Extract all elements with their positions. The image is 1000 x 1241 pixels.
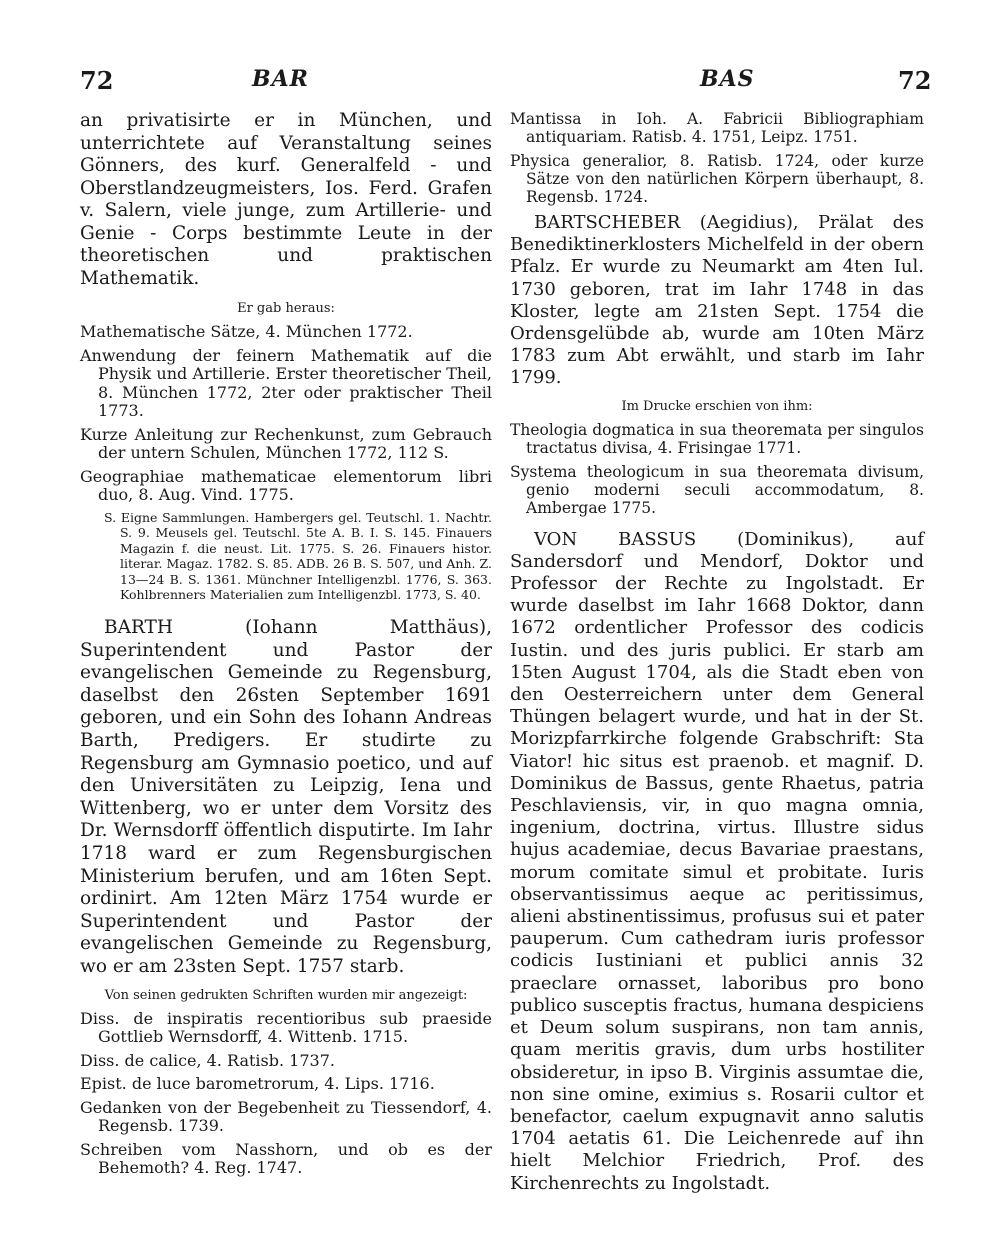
work-item: Geographiae mathematicae elementorum libri duo, 8. Aug. Vind. 1775. <box>80 466 492 504</box>
work-item: Systema theologicum in sua theoremata divisum, genio moderni seculi accommodatum, 8. Ambergae 1775. <box>510 462 924 517</box>
reference-note: S. Eigne Sammlungen. Hambergers gel. Teutschl. 1. Nachtr. S. 9. Meusels gel. Teutschl. 5te A. B. I. S. 145. Finauers Magazin f. die neust. Lit. 1775. S. 26. Finauers histor. literar. Magaz. 1782. S. 85. ADB. 26 B. S. 507, und Anh. Z. 13—24 B. S. 1361. Münchner Intelligenzbl. 1776, S. 363. Kohlbrenners Materialien zum Intelligenzbl. 1773, S. 40. <box>104 509 492 603</box>
running-head-left: BAR <box>252 66 309 92</box>
works-heading-1: Er gab heraus: <box>237 301 335 316</box>
page-number-right: 72 <box>898 66 932 95</box>
works-heading-3: Im Drucke erschien von ihm: <box>621 398 813 414</box>
work-item: Diss. de inspiratis recentioribus sub praeside Gottlieb Wernsdorff, 4. Wittenb. 1715. <box>80 1008 492 1047</box>
right-column <box>510 110 924 1203</box>
work-item: Mathematische Sätze, 4. München 1772. <box>80 322 413 341</box>
work-item: Physica generalior, 8. Ratisb. 1724, oder kurze Sätze von den natürlichen Körpern überhaupt, 8. Regensb. 1724. <box>510 152 924 206</box>
work-item: Epist. de luce barometrorum, 4. Lips. 1716. <box>80 1074 435 1094</box>
work-item: Anwendung der feinern Mathematik auf die Physik und Artillerie. Erster theoretischer Theil, 8. München 1772, 2ter oder praktischer Theil 1773. <box>80 345 492 420</box>
left-column <box>80 110 492 1183</box>
work-item: Theologia dogmatica in sua theoremata per singulos tractatus divisa, 4. Frisingae 1771. <box>510 420 924 457</box>
work-item: Gedanken von der Begebenheit zu Tiessendorf, 4. Regensb. 1739. <box>80 1097 492 1136</box>
work-item: Kurze Anleitung zur Rechenkunst, zum Gebrauch der untern Schulen, München 1772, 112 S. <box>80 424 492 462</box>
intro-paragraph: an privatisirte er in München, und unterrichtete auf Veranstaltung seines Gönners, des kurf. Generalfeld - und Oberstlandzeugmeisters, Ios. Ferd. Grafen v. Salern, viele junge, zum Artillerie- und Genie - Corps bestimmte Leute in der theoretischen und praktischen Mathematik. <box>80 110 492 289</box>
works-heading-2: Von seinen gedrukten Schriften wurden mir angezeigt: <box>104 987 468 1003</box>
running-head-right: BAS <box>700 66 755 92</box>
entry-bartscheber: BARTSCHEBER (Aegidius), Prälat des Benediktinerklosters Michelfeld in der obern Pfalz. Er wurde zu Neumarkt am 4ten Iul. 1730 geboren, trat im Iahr 1748 in das Kloster, legte am 21sten Sept. 1754 die Ordensgelübde ab, wurde am 10ten März 1783 zum Abt erwählt, und starb im Iahr 1799. <box>510 212 924 389</box>
entry-barth: BARTH (Iohann Matthäus), Superintendent und Pastor der evangelischen Gemeinde zu Regensburg, daselbst den 26sten September 1691 geboren, und ein Sohn des Iohann Andreas Barth, Predigers. Er studirte zu Regensburg am Gymnasio poetico, und auf den Universitäten zu Leipzig, Iena und Wittenberg, wo er unter dem Vorsitz des Dr. Wernsdorff öffentlich disputirte. Im Iahr 1718 ward er zum Regensburgischen Ministerium berufen, und am 16ten Sept. ordinirt. Am 12ten März 1754 wurde er Superintendent und Pastor der evangelischen Gemeinde zu Regensburg, wo er am 23sten Sept. 1757 starb. <box>80 617 492 977</box>
entry-bassus: VON BASSUS (Dominikus), auf Sandersdorf und Mendorf, Doktor und Professor der Rechte zu Ingolstadt. Er wurde daselbst im Iahr 1668 Doktor, dann 1672 ordentlicher Professor des codicis Iustin. und des juris publici. Er starb am 15ten August 1704, als die Stadt eben von den Oesterreichern unter dem General Thüngen belagert wurde, und hat in der St. Morizpfarrkirche folgende Grabschrift: Sta Viator! hic situs est praenob. et magnif. D. Dominikus de Bassus, gente Rhaetus, patria Peschlaviensis, vir, in quo magna omnia, ingenium, doctrina, virtus. Illustre sidus hujus academiae, decus Bavariae praestans, morum comitate simul et probitate. Iuris observantissimus aeque ac peritissimus, alieni abstinentissimus, profusus sui et pater pauperum. Cum cathedram iuris professor codicis Iustiniani et publici annis 32 praeclare ornasset, laboribus pro bono publico susceptis fractus, humana despiciens et Deum solum suspirans, non tam annis, quam meritis gravis, dum urbs hostiliter obsideretur, in ipso B. Virginis assumtae die, non sine omine, eximius s. Rosarii cultor et benefactor, caelum expugnavit anno salutis 1704 aetatis 61. Die Leichenrede auf ihn hielt Melchior Friedrich, Prof. des Kirchenrechts zu Ingolstadt. <box>510 528 924 1194</box>
page-number-left: 72 <box>80 66 114 95</box>
work-item: Schreiben vom Nasshorn, und ob es der Behemoth? 4. Reg. 1747. <box>80 1139 492 1178</box>
work-item: Diss. de calice, 4. Ratisb. 1737. <box>80 1050 335 1070</box>
work-item: Mantissa in Ioh. A. Fabricii Bibliographiam antiquariam. Ratisb. 4. 1751, Leipz. 1751. <box>510 110 924 146</box>
